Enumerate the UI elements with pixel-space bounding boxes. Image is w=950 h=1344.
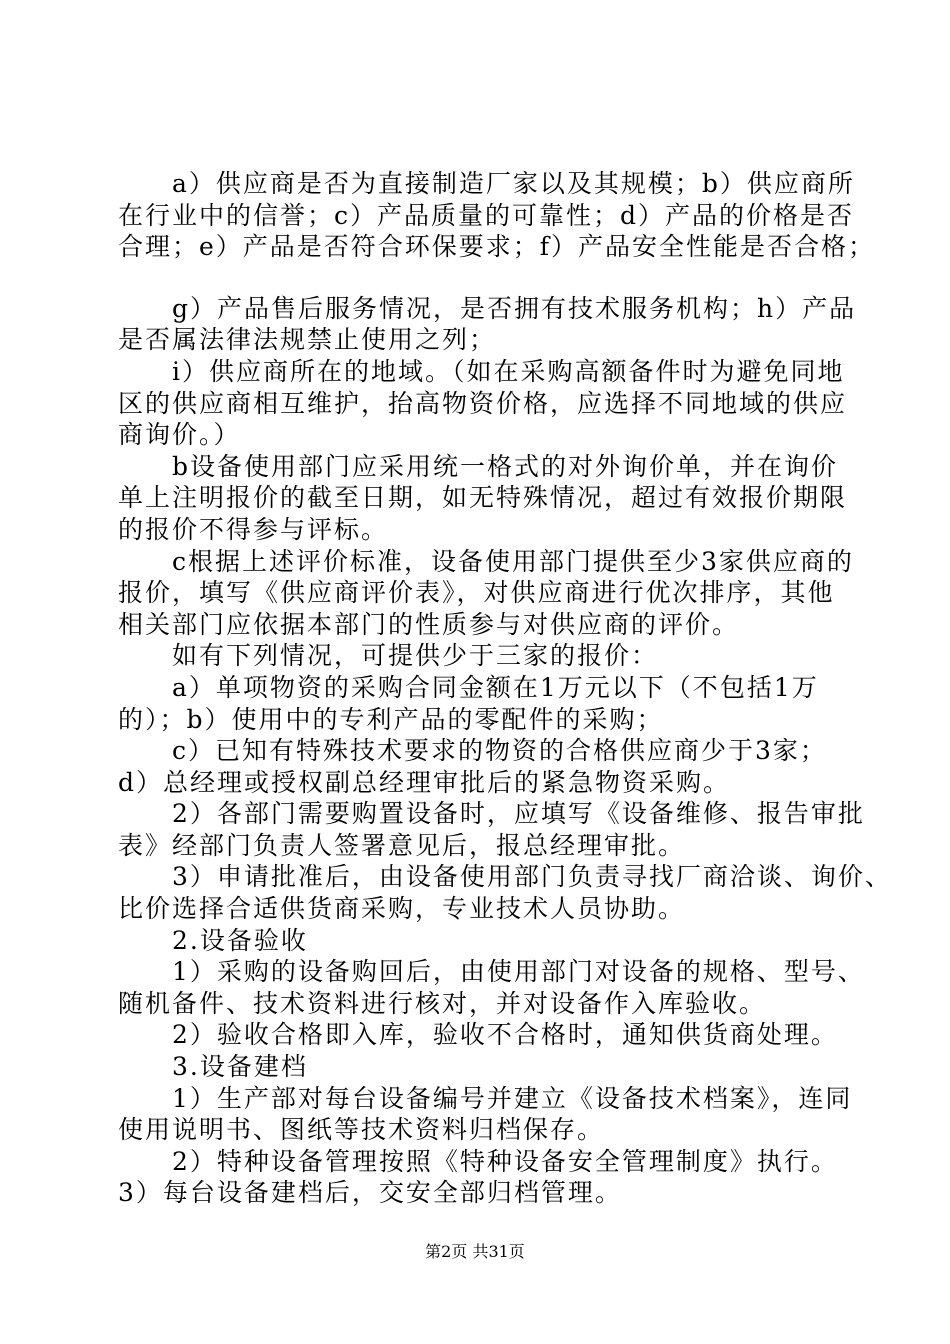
text-line: 2）各部门需要购置设备时，应填写《设备维修、报告审批 bbox=[118, 799, 865, 829]
text-line: 相关部门应依据本部门的性质参与对供应商的评价。 bbox=[118, 609, 740, 639]
text-line: 使用说明书、图纸等技术资料归档保存。 bbox=[118, 1115, 605, 1145]
text-line: 商询价。） bbox=[118, 420, 241, 450]
paragraph-gap bbox=[118, 263, 838, 293]
text-line: 区的供应商相互维护，抬高物资价格，应选择不同地域的供应 bbox=[118, 388, 848, 418]
text-line: 3）每台设备建档后，交安全部归档管理。 bbox=[118, 1178, 622, 1208]
text-line: 1）采购的设备购回后，由使用部门对设备的规格、型号、 bbox=[118, 957, 865, 987]
page-number: 第2页 共31页 bbox=[425, 1242, 525, 1261]
text-line: i）供应商所在的地域。（如在采购高额备件时为避免同地 bbox=[118, 356, 845, 386]
text-line: 如有下列情况，可提供少于三家的报价： bbox=[118, 641, 659, 671]
text-line: 1）生产部对每台设备编号并建立《设备技术档案》，连同 bbox=[118, 1083, 853, 1113]
text-line: 合理；e）产品是否符合环保要求；f）产品安全性能是否合格； bbox=[118, 232, 876, 262]
text-line: 在行业中的信誉；c）产品质量的可靠性；d）产品的价格是否 bbox=[118, 200, 855, 230]
document-body bbox=[118, 168, 892, 1209]
text-line: 报价，填写《供应商评价表》，对供应商进行优次排序，其他 bbox=[118, 578, 835, 608]
text-line: 是否属法律法规禁止使用之列； bbox=[118, 325, 497, 355]
text-line: c）已知有特殊技术要求的物资的合格供应商少于3家； bbox=[118, 736, 827, 766]
text-line: b设备使用部门应采用统一格式的对外询价单，并在询价 bbox=[118, 451, 839, 481]
section-heading: 2.设备验收 bbox=[118, 925, 308, 955]
text-line: 表》经部门负责人签署意见后，报总经理审批。 bbox=[118, 830, 686, 860]
text-line: 单上注明报价的截至日期，如无特殊情况，超过有效报价期限 bbox=[118, 483, 848, 513]
text-line: c根据上述评价标准，设备使用部门提供至少3家供应商的 bbox=[118, 546, 854, 576]
text-line: 2）特种设备管理按照《特种设备安全管理制度》执行。 bbox=[118, 1146, 838, 1176]
text-line: 随机备件、技术资料进行核对，并对设备作入库验收。 bbox=[118, 988, 767, 1018]
text-line: a）供应商是否为直接制造厂家以及其规模；b）供应商所 bbox=[118, 169, 855, 198]
text-line: g）产品售后服务情况，是否拥有技术服务机构；h）产品 bbox=[118, 293, 857, 323]
section-heading: 3.设备建档 bbox=[118, 1052, 308, 1082]
text-line: 比价选择合适供货商采购，专业技术人员协助。 bbox=[118, 894, 686, 924]
text-line: d）总经理或授权副总经理审批后的紧急物资采购。 bbox=[118, 767, 731, 797]
text-line: 3）申请批准后，由设备使用部门负责寻找厂商洽谈、询价、 bbox=[118, 862, 892, 892]
text-line: 的报价不得参与评标。 bbox=[118, 514, 389, 544]
text-line: a）单项物资的采购合同金额在1万元以下（不包括1万 bbox=[118, 672, 819, 702]
text-line: 2）验收合格即入库，验收不合格时，通知供货商处理。 bbox=[118, 1020, 838, 1050]
text-line: 的）；b）使用中的专利产品的零配件的采购； bbox=[118, 704, 664, 734]
